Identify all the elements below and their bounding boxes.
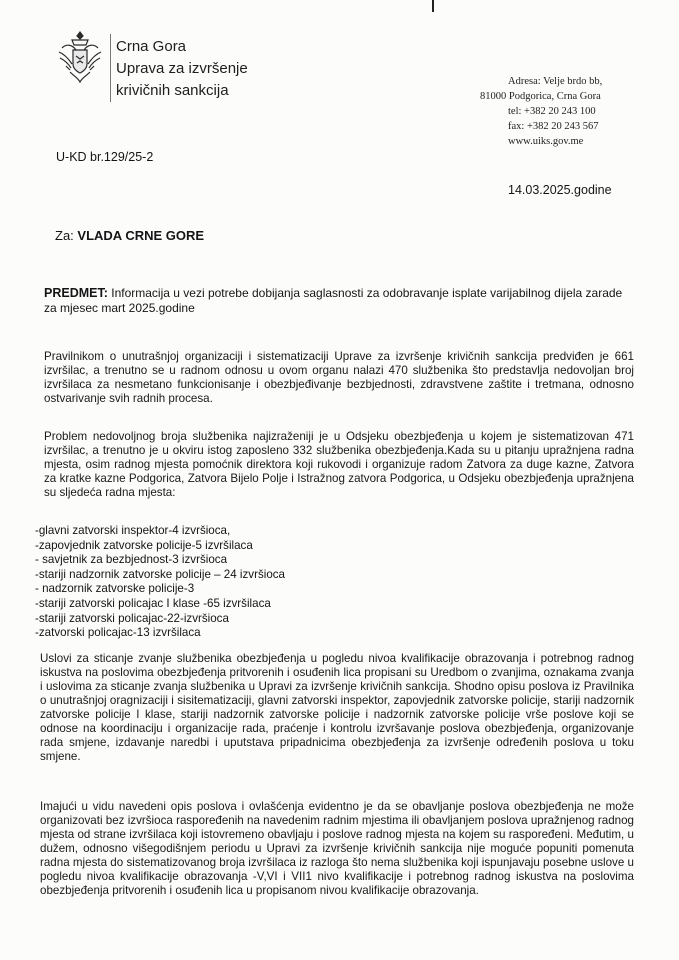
address-block	[480, 74, 603, 149]
institution-line: Crna Gora	[116, 38, 187, 55]
fax-line: fax: +382 20 243 567	[508, 121, 599, 132]
institution-name	[116, 36, 248, 102]
recipient-prefix: Za:	[55, 228, 74, 243]
list-item: -stariji zatvorski policajac I klase -65 izvršilaca	[35, 596, 271, 610]
phone-line: tel: +382 20 243 100	[508, 106, 596, 117]
paragraph: Imajući u vidu navedeni opis poslova i ovlašćenja evidentno je da se obavljanje poslova obezbjeđenja ne može organizovati bez izvršioca raspoređenih na navedenim radnim mjestima ili obavljanjem poslova upražnjenog radnog mjesta od strane izvršilaca koji istovremeno obavljaju i poslove radnog mjesta na kojem su raspoređeni. Međutim, u dužem, odnosno višegodišnjem periodu u Upravi za izvršenje krivičnih sankcija nije moguće popuniti pomenuta radna mjesta do sistematizovanog broja izvršilaca iz razloga što nema službenika koji ispunjavaju posebne uslove u pogledu nivoa kvalifikacije obrazovanja -V,VI i VII1 nivo kvalifikacije i potrebnog radnog iskustva na poslovima obezbjeđenja pritvorenih i osuđenih lica u propisanom nivou kvalifikacije obrazovanja.	[40, 800, 634, 897]
scan-mark	[432, 0, 434, 12]
list-item: -zatvorski policajac-13 izvršilaca	[35, 626, 201, 640]
website-line: www.uiks.gov.me	[508, 136, 584, 147]
vacancy-list	[35, 524, 285, 641]
header-divider	[110, 34, 111, 102]
recipient-name: VLADA CRNE GORE	[77, 228, 205, 243]
paragraph: Uslovi za sticanje zvanje službenika obezbjeđenja u pogledu nivoa kvalifikacije obrazovanja i potrebnog radnog iskustva na poslovima obezbjeđenja pritvorenih i osuđenih lica propisani su Uredbom o zvanjima, oznakama zvanja i uslovima za sticanje zvanja službenika u Upravi za izvršenje krivičnih sankcija. Shodno opisu poslova iz Pravilnika o unutrašnjoj oragnizaciji i sisitematizaciji, glavni zatvorski inspektor, zapovjednik zatvorske policije, stariji nadzornik zatvorske policije I klase, stariji nadzornik zatvorske policije i nadzornik zatvorske policije vrše poslove koji se odnose na koordinaciju i organizacije rada, praćenje i kontrolu izvršavanje poslova obezbjeđenja, organizovanje rada smjene, izdavanje naredbi i uputstava pripadnicima obezbjeđenja za izvršenje određenih poslova u toku smjene.	[40, 652, 634, 763]
list-item: - savjetnik za bezbjednost-3 izvršioca	[35, 553, 228, 567]
recipient	[55, 228, 204, 243]
document-date: 14.03.2025.godine	[508, 183, 612, 197]
list-item: -stariji zatvorski policajac-22-izvršioca	[35, 611, 229, 625]
institution-line: krivičnih sankcija	[116, 82, 229, 99]
subject-label: PREDMET:	[44, 286, 108, 300]
reference-number: U-KD br.129/25-2	[56, 150, 154, 164]
subject	[44, 286, 629, 316]
list-item: - nadzornik zatvorske policije-3	[35, 582, 195, 596]
address-line: 81000 Podgorica, Crna Gora	[480, 91, 601, 102]
coat-of-arms-icon	[56, 30, 104, 84]
subject-text: Informacija u vezi potrebe dobijanja saglasnosti za odobravanje isplate varijabilnog dijela zarade za mjesec mart 2025.godine	[44, 286, 623, 315]
list-item: -glavni zatvorski inspektor-4 izvršioca,	[35, 524, 231, 537]
address-line: Adresa: Velje brdo bb,	[508, 76, 603, 87]
paragraph: Problem nedovoljnog broja službenika najizraženiji je u Odsjeku obezbjeđenja u kojem je sistematizovan 471 izvršilac, a trenutno je u okviru istog zaposleno 332 službenika obezbjeđenja.Kada su u pitanju upražnjena radna mjesta, osim radnog mjesta pomoćnik direktora koji rukovodi i organizuje radom Zatvora za duge kazne, Zatvora za kratke kazne Podgorica, Zatvora Bijelo Polje i Istražnog zatvora Podgorica, u Odsjeku obezbjeđenja upražnjena su sljedeća radna mjesta:	[44, 430, 634, 499]
list-item: -zapovjednik zatvorske policije-5 izvršilaca	[35, 538, 253, 552]
institution-line: Uprava za izvršenje	[116, 60, 248, 77]
list-item: -stariji nadzornik zatvorske policije – 24 izvršioca	[35, 567, 286, 581]
paragraph: Pravilnikom o unutrašnjoj organizaciji i sistematizaciji Uprave za izvršenje krivičnih sankcija predviđen je 661 izvršilac, a trenutno se u radnom odnosu u ovom organu nalazi 470 službenika što predstavlja nedovoljan broj izvršilaca za nesmetano funkcionisanje i obezbjeđivanje bezbjednosti, zdravstvene zaštite i tretmana, odnosno ostvarivanje svih radnih procesa.	[44, 350, 634, 405]
